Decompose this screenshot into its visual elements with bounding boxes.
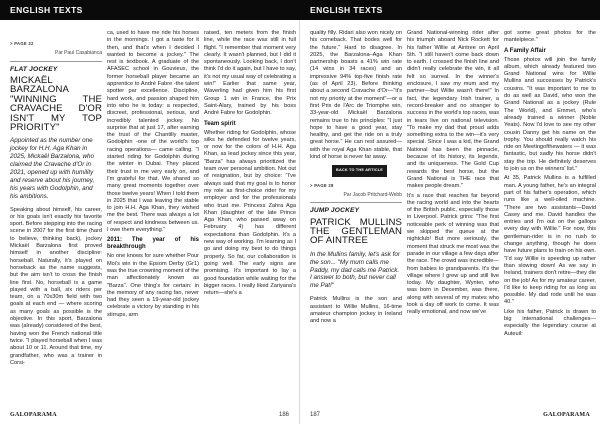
headline: MICKAËL BARZALONA "WINNING THE CRAVACHE D'OR ISN'T MY TOP PRIORITY" [10,74,102,133]
body-paragraph: ca, used to have me ride his horses in the mornings. I got a taste for it then, and that's when I decided I wanted to become a jockey." The rest is textbook. A graduate of the AFASEC school in Gouvieux, the former horseball player became an apprentice to André Fabre -the talent spotter par excellence. Discipline, hard work, and passion shaped him into who he is today: a respected, discreet, professional, serious, and incredibly talented jockey. No surprise that at just 17, after earning the trust of the Chantilly master, Godolphin -one of the world's top racing operations— came calling. "I started riding for Godolphin during the winter in Dubai. They placed their trust in me very early on, and I'm grateful for that. We shared so many great moments together over those twelve years! When I told them in 2025 that I was leaving the stable to join H.H. Aga Khan, they wished me the best. There was always a lot of respect and kindness between us. I owe them everything." [107,30,199,234]
body-paragraph: No one knows for sure whether Pour Moi's win in the Epsom Derby (Gr1) was the true crowning moment of the man affectionately known as "Barza". One thing's for certain: in the memory of any racing fan, never had they seen a 19-year-old jockey celebrate a victory by standing in his stirrups, arm [107,253,199,318]
page-number: 186 [278,412,289,418]
article-column-3 [204,30,296,299]
body-paragraph: At 35, Patrick Mullins is a fulfilled man. A young father, he's an integral part of his father's operation, which runs like a well-oiled machine. "There are two assistants—David Casey and me. David handles the entries and I'm out on the gallops every day with Willie." For now, this gentleman-rider is in no rush to change anything, though he does have future plans to train on his own. "I'd say Willie is speeding up rather than slowing down! As we say in Ireland, trainers don't retire—they die on the job! As for my amateur career, I'd like to keep riding for as long as possible. My dad rode until he was 40." [504,175,596,306]
article-column-1 [310,30,402,327]
body-paragraph: got some great photos for the mantelpiece." [504,30,596,44]
article-column-2 [107,30,199,321]
body-paragraph: Patrick Mullins is the son and assistant to Willie Mullins, 16-time amateur champion jockey in Ireland and now a [310,296,402,325]
header-bar [300,0,600,20]
magazine-logo: GALOPARAMA [10,412,57,418]
magazine-logo: GALOPARAMA [543,412,590,418]
headline: PATRICK MULLINS THE GENTLEMAN OF AINTREE [310,216,402,247]
divider [310,202,402,203]
article-column-1 [10,40,102,369]
body-paragraph: It's a race that reaches far beyond the racing world and into the hearts of the British public, especially those in Liverpool. Patrick grins: "The first noticeable perk of winning was that we skipped the queue at the nightclub! But more seriously, the moment that struck me most was the parade in our village a few days after the race. The crowd was incredible—from babies to grandparents. It's the village where I grew up and still live today. My daughter, Wynter, who was born in December, was there, along with several of my mates who took a day off work to come. It was really emotional, and now we've [407,192,499,316]
body-paragraph: Speaking about himself, his career, or his goals isn't exactly his favorite sport. Before stepping into the racing scene in 2007 for the first time (hard to believe, thinking back), jockey Mickaël Barzalona first proved himself in another discipline: horseball. Naturally, it's played on horseback as the name suggests, but the aim isn't to cross the finish line first. No, horseball is a game played with a ball, six riders per team, on a 70x30m field with two goals at each end — where scoring as many goals as possible is the objective. In this sport, Barzalona was (already) considered of the best, having won the French national title twice. "I played horseball when I was about 10 or 11. Around that time, my grandfather, who was a trainer in Corsi- [10,206,102,366]
page-reference: > PAGE 22 [10,41,34,46]
byline: Par Paul Casabianca [55,50,102,57]
body-paragraph: Whether riding for Godolphin, whose silks he defended for twelve years, or now for the colors of H.H. Aga Khan, as lead jockey since this year, "Barza" has always prioritized the team over personal ambition. Not out of resignation, but by choice: "I've always said that my goal is to honor my role as first-choice rider for my employer and for the professionals who trust me. Princess Zahra Aga Khan (daughter of the late Prince Aga Khan, who passed away on February 4) has different expectations than Godolphin. It's a new way of working. I'm learning as I go and doing my best to do things properly. So far, our collaboration is going well. The early signs are promising. It's important to lay a good foundation while waiting for the bigger races. I really liked Zariyana's return—she's a [204,129,296,297]
section-header-title: ENGLISH TEXTS [10,5,83,15]
subheading: Team spirit [204,120,236,127]
page-reference: > PAGE 28 [310,182,334,188]
header-bar [0,0,300,20]
body-paragraph: raised, ten meters from the finish line, while the race was still in full flight. "I remember that moment very clearly. It wasn't planned, but I did it spontaneously. Looking back, I don't think I'd do it again, but I have to say, it's not my usual way of celebrating a win!" Earlier that same year, Waverling had given him his first Group 1 win in France, the Prix Saint-Alary, trained by his boss André Fabre for Godolphin. [204,30,296,117]
section-label: JUMP JOCKEY [310,207,360,215]
body-paragraph: quality filly. Ridari also won nicely on his comeback. That bodes well for the future." Hard to disagree. In 2025, the Barzalona–Aga Khan partnership boasts a 41% win rate (14 wins in 34 races) and an impressive 94% top-five finish rate (as of April 23). Before thinking about a second Cravache d'Or—"it's not my priority at the moment"—or a first Prix de l'Arc de Triomphe win, 33-year-old Mickaël Barzalona remains true to his principles: "I just hope to have a good year, stay healthy, and get the ride on a truly great horse." He can rest assured—with the royal Aga Khan stable, that kind of horse is never far away. [310,30,402,161]
section-header-title: ENGLISH TEXTS [310,5,383,15]
right-page [300,0,600,424]
section-label: FLAT JOCKEY [10,65,58,73]
body-paragraph: Grand National-winning rider after his triumph aboard Nick Rockett for his father Willie at Aintree on April 5th. "I still haven't come back down to earth. I crossed the finish line and didn't really celebrate the win, it all felt so surreal. In the winner's enclosure, I saw my mum and my partner—but Willie wasn't there!" In fact, the legendary Irish trainer, a record-breaker and no stranger to success in the world's top races, was in tears live on national television. "To make my dad that proud adds something extra to the win—it's very special. Since I was a kid, the Grand National has been the pinnacle, because of its history, its legends, and its uniqueness. The Gold Cup rewards the best horse, but the Grand National is THE race that makes people dream." [407,30,499,190]
intro-text: In the Mullins family, let's ask for the son... "My mum calls me Paddy, my dad calls me Patrick. I answer to both, but never call me Pat!" [310,250,400,290]
subheading: 2011: The year of his breakthrough [107,237,199,251]
article-column-2 [407,30,499,319]
body-paragraph: Those photos will join the family album, which already featured two Grand National wins for Willie Mullins and successes by Patrick's cousins. "It was important to me to do as well as David, who won the Grand National as a jockey (Rule The World), and Emmet, who's already trained a winner (Noble Yeats). Now I'd love to see my other cousin Danny get his name on the trophy. You should really watch his ride on Meetingofthewaters — it was fantastic, but sadly his horse didn't stay the trip. He definitely deserves to join us on the winners' list." [504,56,596,173]
body-paragraph: Like his father, Patrick is drawn to big international challenges—especially the legendary course at Auteuil: [504,308,596,337]
byline: Par Jacob Pritchard-Webb [343,191,402,198]
intro-text: Appointed as the number one jockey for H.H. Aga Khan in 2025, Mickaël Barzalona, who claimed the Cravache d'Or in 2021, opened up with humility and reserve about his journey, his years with Godolphin, and his ambitions. [10,137,95,200]
back-to-article-button[interactable]: BACK TO THE ARTICLE [332,165,387,176]
page-number: 187 [310,412,321,418]
subheading: A Family Affair [504,47,546,54]
article-column-3 [504,30,596,340]
divider [10,61,102,62]
